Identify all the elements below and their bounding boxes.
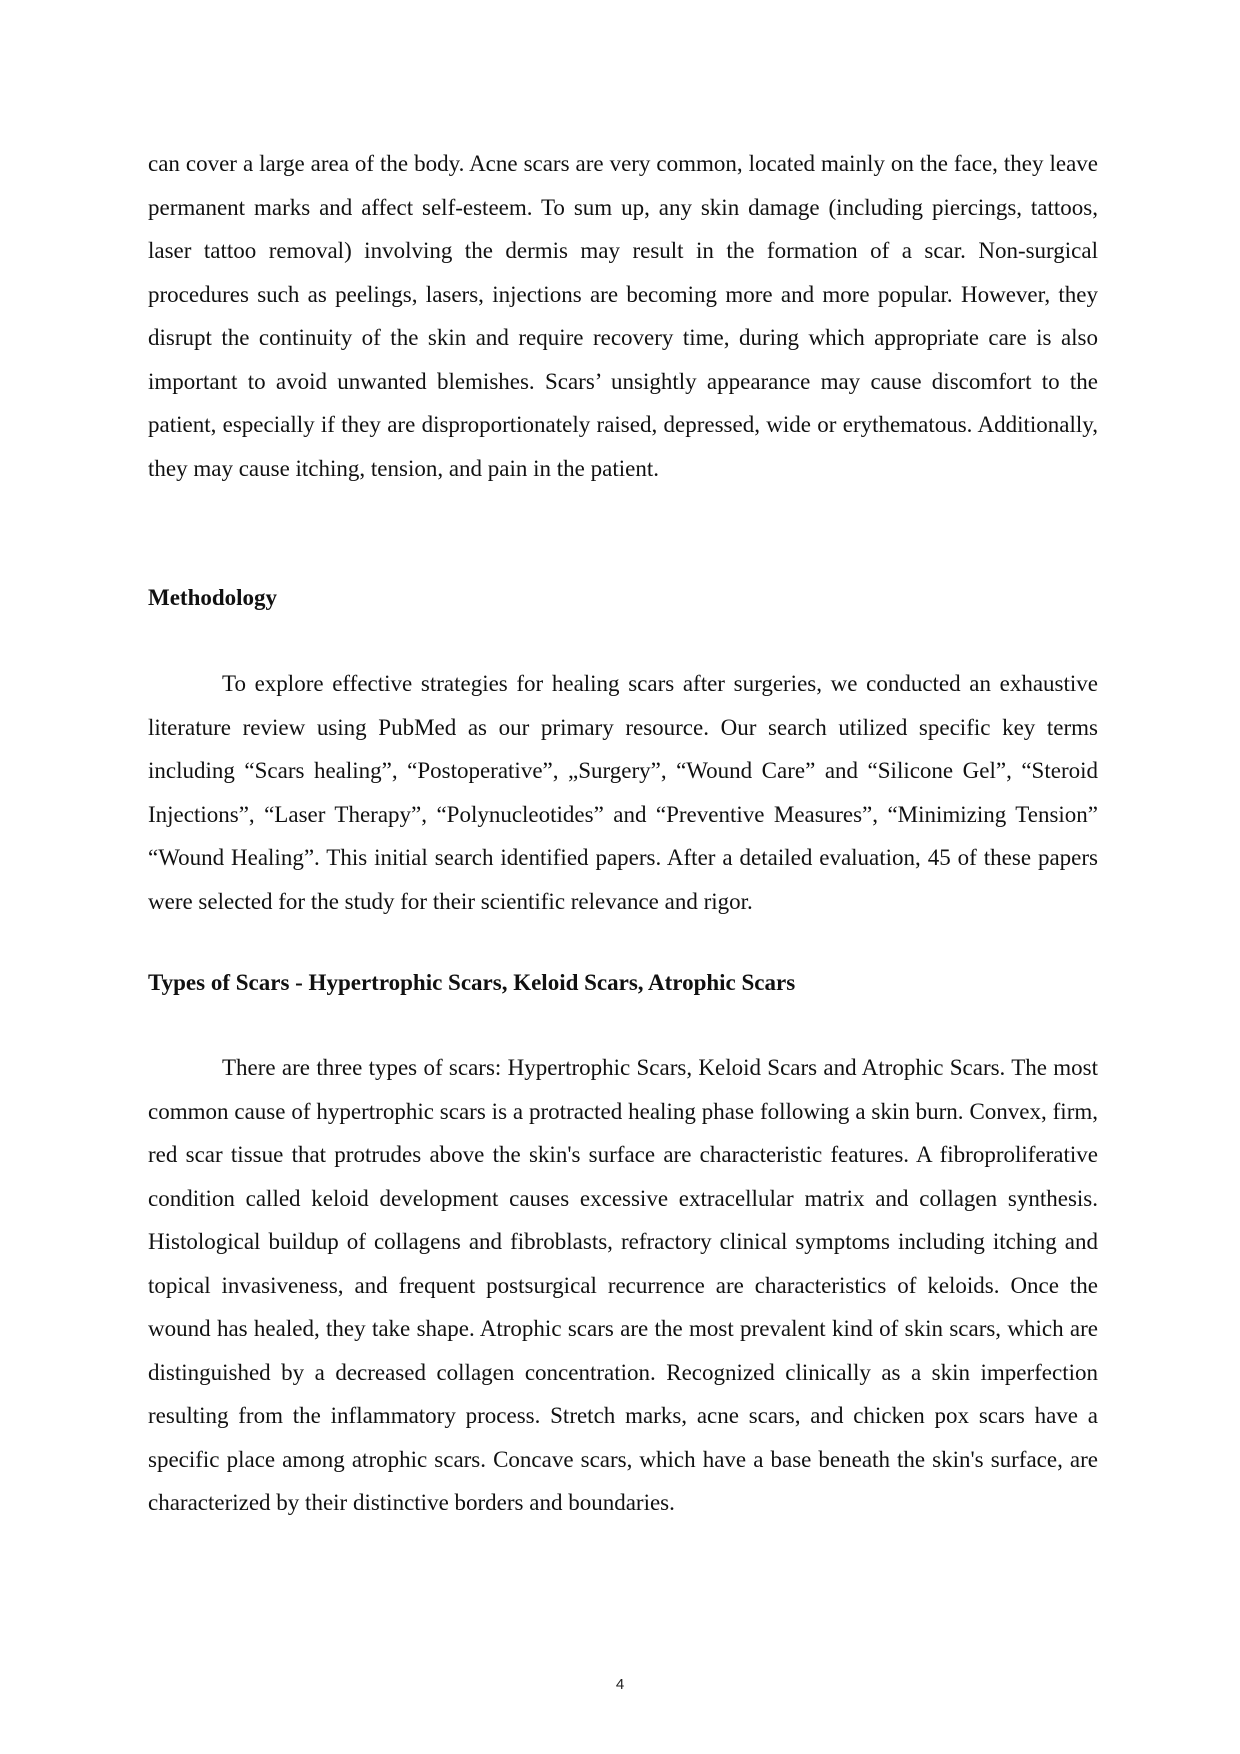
paragraph-methodology: To explore effective strategies for healing scars after surgeries, we conducted an exhaustive literature review using PubMed as our primary resource. Our search utilized specific key terms including “Scars healing”, “Postoperative”, „Surgery”, “Wound Care” and “Silicone Gel”, “Steroid Injections”, “Laser Therapy”, “Polynucleotides” and “Preventive Measures”, “Minimizing Tension” “Wound Healing”. This initial search identified papers. After a detailed evaluation, 45 of these papers were selected for the study for their scientific relevance and rigor. [148,671,1098,914]
heading-methodology: Methodology [148,585,278,610]
page-number: 4 [615,1676,625,1693]
heading-types-of-scars: Types of Scars - Hypertrophic Scars, Keloid Scars, Atrophic Scars [148,970,796,995]
paragraph-types-of-scars: There are three types of scars: Hypertrophic Scars, Keloid Scars and Atrophic Scars. The most common cause of hypertrophic scars is a protracted healing phase following a skin burn. Convex, firm, red scar tissue that protrudes above the skin's surface are characteristic features. A fibroproliferative condition called keloid development causes excessive extracellular matrix and collagen synthesis. Histological buildup of collagens and fibroblasts, refractory clinical symptoms including itching and topical invasiveness, and frequent postsurgical recurrence are characteristics of keloids. Once the wound has healed, they take shape. Atrophic scars are the most prevalent kind of skin scars, which are distinguished by a decreased collagen concentration. Recognized clinically as a skin imperfection resulting from the inflammatory process. Stretch marks, acne scars, and chicken pox scars have a specific place among atrophic scars. Concave scars, which have a base beneath the skin's surface, are characterized by their distinctive borders and boundaries. [148,1055,1098,1515]
paragraph-intro-continued: can cover a large area of the body. Acne scars are very common, located mainly on the face, they leave permanent marks and affect self-esteem. To sum up, any skin damage (including piercings, tattoos, laser tattoo removal) involving the dermis may result in the formation of a scar. Non-surgical procedures such as peelings, lasers, injections are becoming more and more popular. However, they disrupt the continuity of the skin and require recovery time, during which appropriate care is also important to avoid unwanted blemishes. Scars’ unsightly appearance may cause discomfort to the patient, especially if they are disproportionately raised, depressed, wide or erythematous. Additionally, they may cause itching, tension, and pain in the patient. [148,151,1098,481]
